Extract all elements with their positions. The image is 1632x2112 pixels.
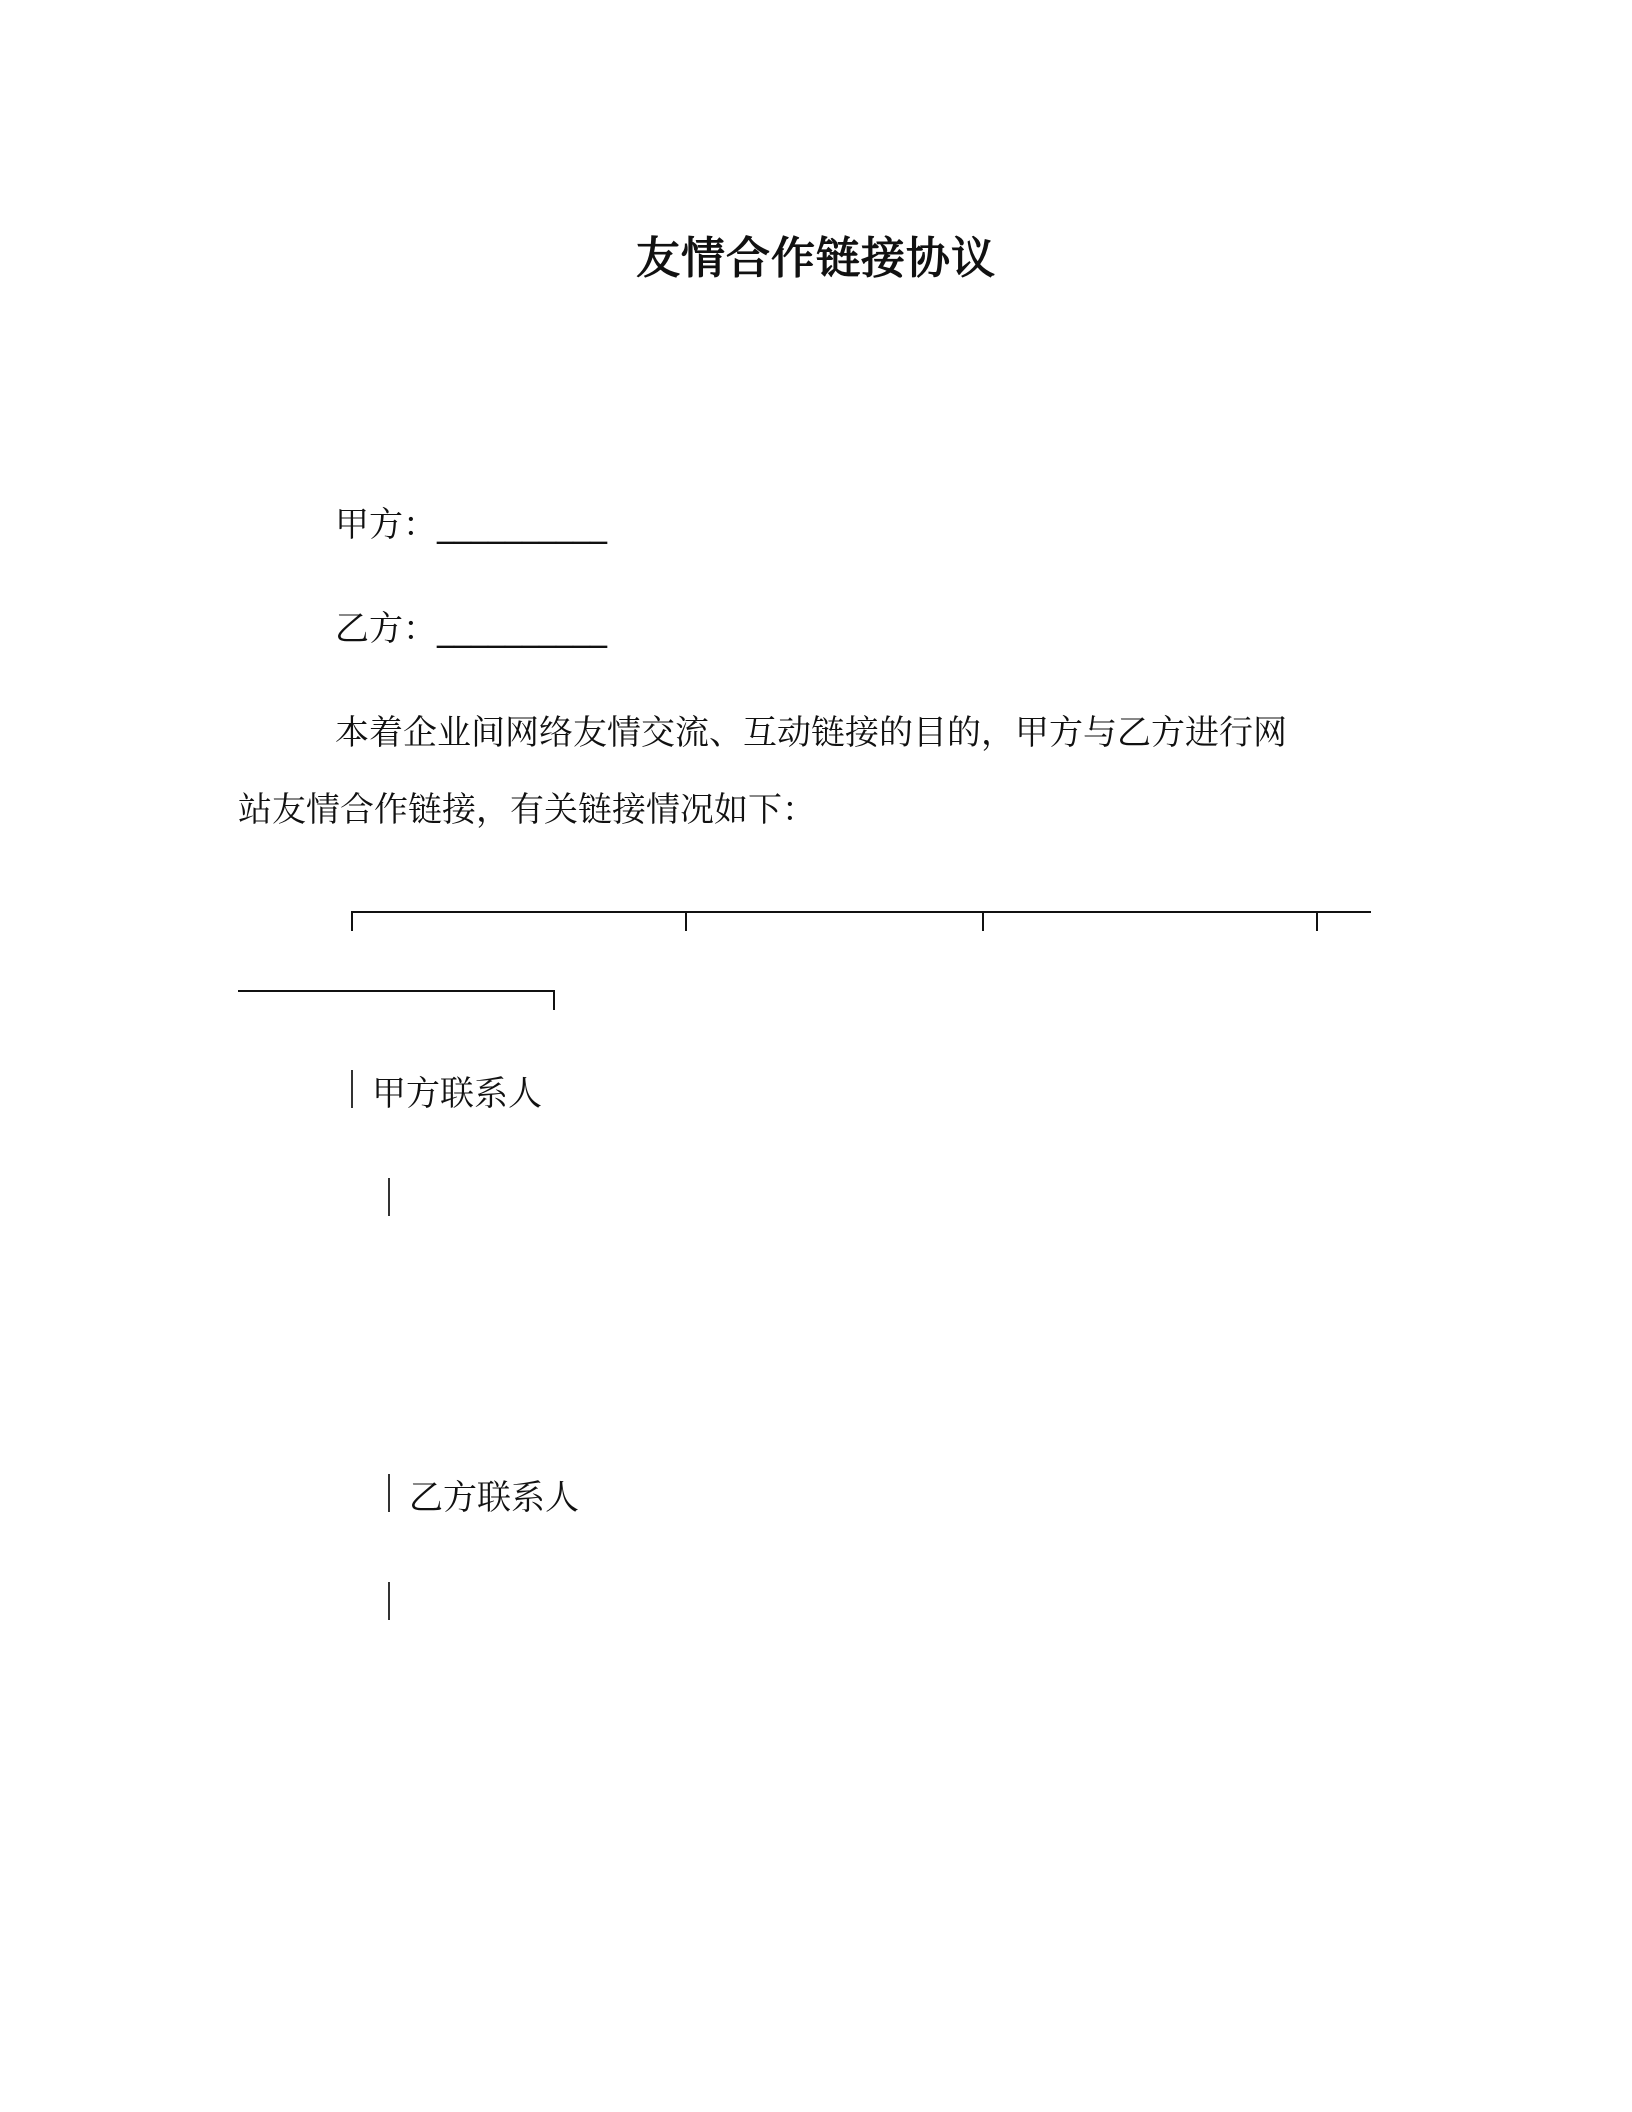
party-a-blank: __________ xyxy=(437,505,607,545)
document-title: 友情合作链接协议 xyxy=(636,233,996,284)
table-tick-5 xyxy=(553,990,555,1010)
cell-border-a xyxy=(351,1070,353,1108)
cell-border-b-value xyxy=(388,1582,390,1620)
intro-paragraph-line-1: 本着企业间网络友情交流、互动链接的目的，甲方与乙方进行网 xyxy=(335,713,1287,753)
party-a-label: 甲方： xyxy=(335,505,437,545)
party-b-contact-label: 乙方联系人 xyxy=(409,1478,579,1518)
table-tick-4 xyxy=(1316,911,1318,931)
cell-border-a-value xyxy=(388,1178,390,1216)
table-tick-2 xyxy=(685,911,687,931)
cell-border-b xyxy=(388,1474,390,1512)
table-tick-3 xyxy=(982,911,984,931)
table-second-border xyxy=(238,990,555,992)
intro-paragraph-line-2: 站友情合作链接，有关链接情况如下： xyxy=(238,790,816,830)
table-top-border xyxy=(351,911,1371,913)
party-a-field xyxy=(335,497,607,546)
party-b-field xyxy=(335,601,607,650)
party-a-contact-label: 甲方联系人 xyxy=(372,1074,542,1114)
table-tick-1 xyxy=(351,911,353,931)
party-b-label: 乙方： xyxy=(335,609,437,649)
party-b-blank: __________ xyxy=(437,609,607,649)
